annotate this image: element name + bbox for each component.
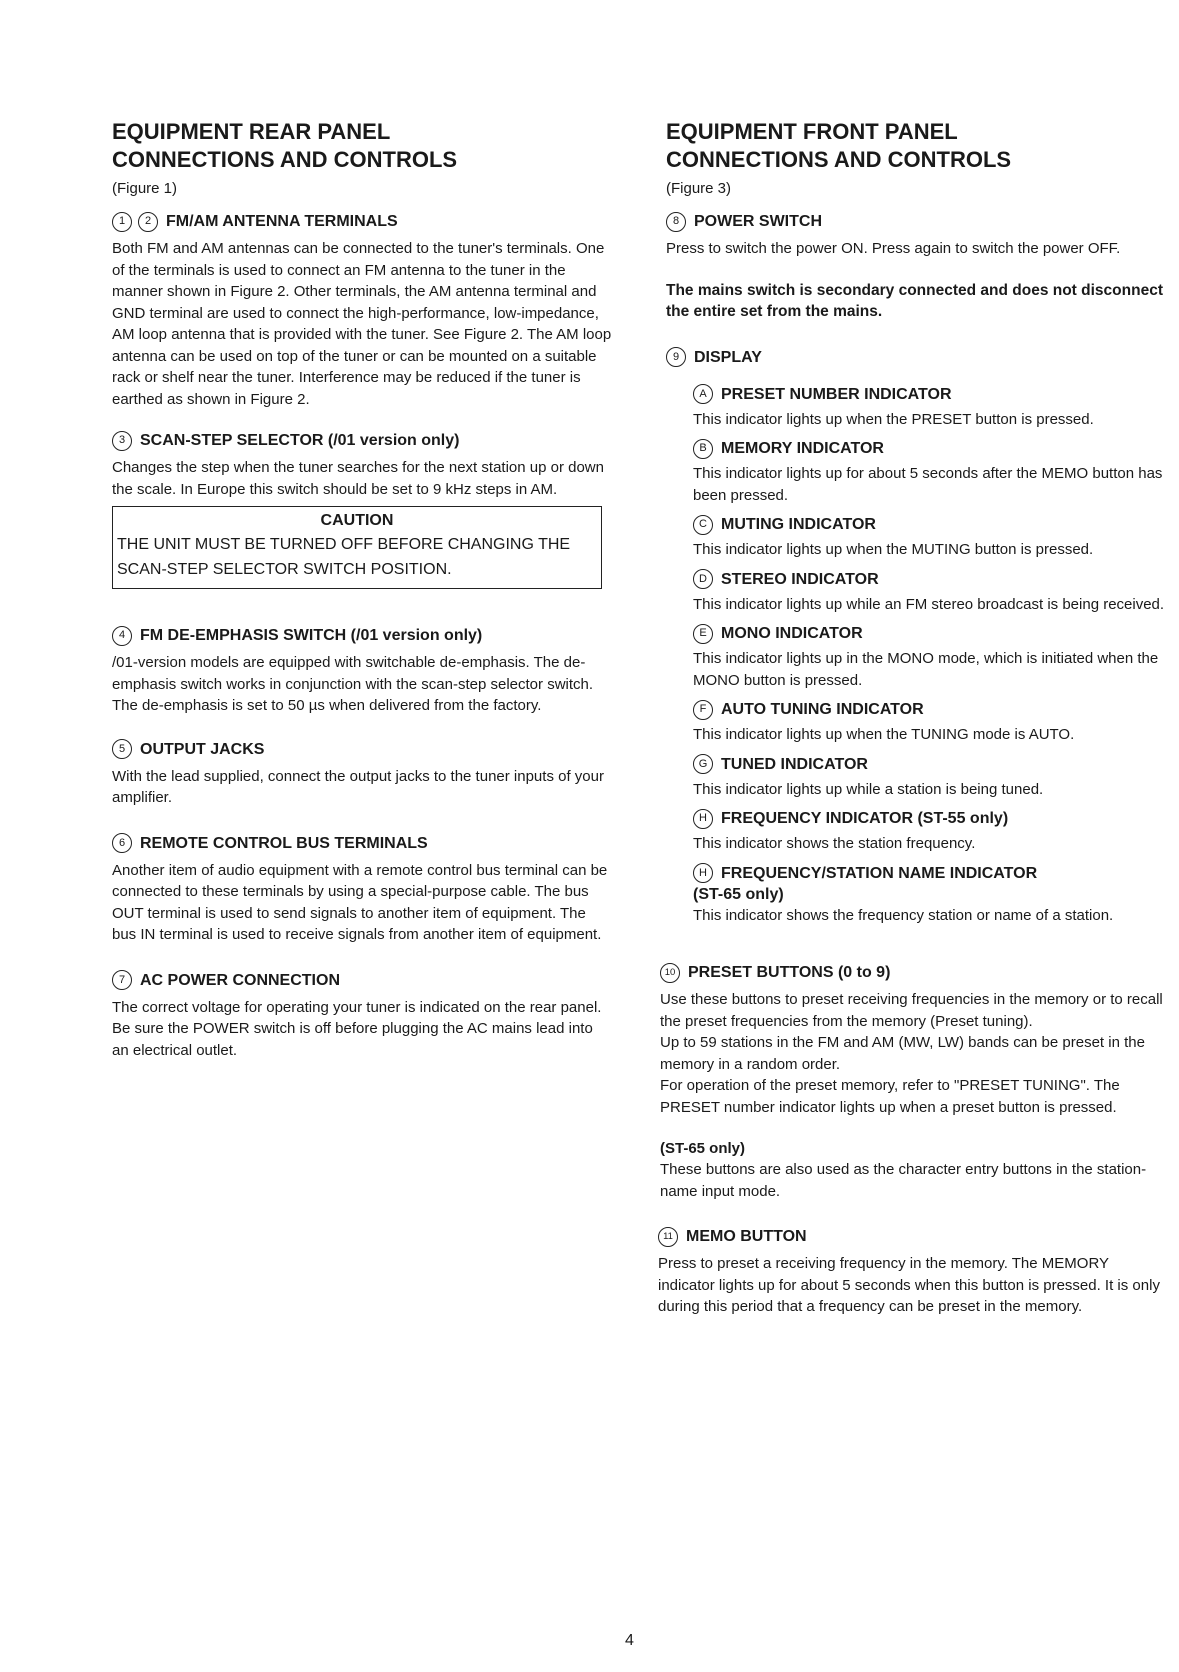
section-heading: FM/AM ANTENNA TERMINALS [166,213,398,230]
section-heading: OUTPUT JACKS [140,740,265,758]
section-body: Press to switch the power ON. Press again to switch the power OFF. [666,240,1121,257]
display-item-heading: TUNED INDICATOR [721,755,868,773]
display-item-heading: PRESET NUMBER INDICATOR [721,385,952,403]
section-body: For operation of the preset memory, refer to "PRESET TUNING". The PRESET number indicator lights up when a preset button is pressed. [660,1077,1120,1116]
display-item [693,808,1166,855]
display-item-body: This indicator shows the station frequency. [693,835,976,852]
caution-text: THE UNIT MUST BE TURNED OFF BEFORE CHANGING THE SCAN-STEP SELECTOR SWITCH POSITION. [117,536,571,578]
display-item-heading: MUTING INDICATOR [721,516,876,533]
display-item [693,438,1166,506]
display-item-heading: AUTO TUNING INDICATOR [721,701,924,718]
left-figure-ref: (Figure 1) [112,180,178,197]
display-item-heading: FREQUENCY/STATION NAME INDICATOR [721,864,1038,882]
circled-number: 3 [112,431,132,451]
display-item-body: This indicator lights up in the MONO mode, which is initiated when the MONO button is pressed. [693,650,1159,689]
left-column [112,118,612,1061]
page-number: 4 [625,1632,634,1649]
display-item [693,569,1166,616]
right-title-line2: CONNECTIONS AND CONTROLS [666,147,1012,172]
section-heading: POWER SWITCH [694,213,822,230]
section-heading: DISPLAY [694,348,762,366]
left-title-line2: CONNECTIONS AND CONTROLS [112,147,458,172]
section-ac-power [112,970,612,1062]
circled-number: 9 [666,347,686,367]
section-body: With the lead supplied, connect the output jacks to the tuner inputs of your amplifier. [112,767,604,806]
section-body: /01-version models are equipped with switchable de-emphasis. The de-emphasis switch works in conjunction with the scan-step selector switch. [112,654,594,693]
right-column [658,118,1166,1318]
circled-letter: G [693,754,713,774]
display-item-heading: MONO INDICATOR [721,625,863,642]
section-heading: SCAN-STEP SELECTOR (/01 version only) [140,432,460,449]
display-item-heading: STEREO INDICATOR [721,570,879,588]
circled-letter: A [693,384,713,404]
section-power-switch [666,211,1166,323]
circled-number: 8 [666,212,686,232]
section-body: Both FM and AM antennas can be connected to the tuner's terminals. One of the terminals is used to connect an FM antenna to the tuner in the manner shown in Figure 2. Other terminals, the AM antenna terminal and GND terminal are used to connect the high-performance, low-impedance, AM loop antenna that is provided with the tuner. See Figure 2. The AM loop antenna can be used on top of the tuner or can be mounted on a suitable rack or shelf near the tuner. Interference may be reduced if the tuner is earthed as shown in Figure 2. [112,240,612,408]
section-heading: MEMO BUTTON [686,1228,807,1245]
display-item [693,863,1166,927]
circled-number: 11 [658,1227,678,1247]
display-item-body: This indicator lights up while a station is being tuned. [693,780,1044,798]
display-item [693,699,1166,746]
section-output-jacks [112,739,612,809]
circled-letter: D [693,569,713,589]
display-item-body: This indicator lights up while an FM stereo broadcast is being received. [693,595,1165,613]
st65-subheading: (ST-65 only) [660,1140,746,1157]
circled-letter: H [693,863,713,883]
display-item-heading: MEMORY INDICATOR [721,440,884,457]
section-antenna-terminals [112,211,612,410]
display-item [693,623,1166,691]
display-item-body: This indicator lights up when the MUTING button is pressed. [693,541,1094,558]
section-de-emphasis-switch [112,625,612,717]
circled-letter: H [693,809,713,829]
section-memo-button [658,1226,1166,1318]
section-preset-buttons [660,962,1166,1202]
circled-number: 5 [112,739,132,759]
section-body: Changes the step when the tuner searches for the next station up or down the scale. In Europe this switch should be set to 9 kHz steps in AM. [112,459,604,498]
display-item-body: This indicator lights up when the TUNING mode is AUTO. [693,726,1075,743]
section-body: The correct voltage for operating your tuner is indicated on the rear panel. Be sure the POWER switch is off before plugging the AC mains lead into an electrical outlet. [112,998,602,1059]
section-scan-step-selector [112,430,612,589]
right-figure-ref: (Figure 3) [666,180,732,197]
section-display [666,347,1166,927]
display-item-subheading: (ST-65 only) [693,885,784,903]
right-title-line1: EQUIPMENT FRONT PANEL [666,119,958,144]
circled-number: 4 [112,626,132,646]
circled-letter: B [693,439,713,459]
left-title-line1: EQUIPMENT REAR PANEL [112,119,391,144]
circled-letter: C [693,515,713,535]
circled-letter: F [693,700,713,720]
section-heading: FM DE-EMPHASIS SWITCH (/01 version only) [140,627,483,644]
section-body: Another item of audio equipment with a remote control bus terminal can be connected to these terminals by using a special-purpose cable. The bus OUT terminal is used to send signals to another item of equipment. The bus IN terminal is used to receive signals from another item of equipment. [112,861,608,943]
section-body: Press to preset a receiving frequency in the memory. The MEMORY indicator lights up for about 5 seconds when this button is pressed. It is only during this period that a frequency can be preset in the memory. [658,1255,1160,1315]
section-body: The de-emphasis is set to 50 µs when delivered from the factory. [112,697,542,714]
section-heading: AC POWER CONNECTION [140,971,340,989]
section-body: These buttons are also used as the character entry buttons in the station-name input mode. [660,1161,1147,1200]
caution-box [112,506,602,589]
mains-note: The mains switch is secondary connected and does not disconnect the entire set from the mains. [666,281,1163,320]
display-item-body: This indicator lights up for about 5 seconds after the MEMO button has been pressed. [693,465,1163,504]
section-heading: REMOTE CONTROL BUS TERMINALS [140,834,428,852]
caution-title: CAUTION [320,512,394,529]
display-item-body: This indicator lights up when the PRESET button is pressed. [693,410,1094,428]
circled-number: 10 [660,963,680,983]
section-remote-control-bus [112,833,612,946]
section-body: Up to 59 stations in the FM and AM (MW, LW) bands can be preset in the memory in a random order. [660,1034,1145,1073]
section-body: Use these buttons to preset receiving frequencies in the memory or to recall the preset frequencies from the memory (Preset tuning). [660,991,1163,1030]
display-item [693,754,1166,801]
circled-number: 6 [112,833,132,853]
display-item [693,514,1166,561]
circled-number: 2 [138,212,158,232]
circled-letter: E [693,624,713,644]
circled-number: 7 [112,970,132,990]
section-heading: PRESET BUTTONS (0 to 9) [688,964,891,981]
display-item-body: This indicator shows the frequency station or name of a station. [693,906,1114,924]
display-item-heading: FREQUENCY INDICATOR (ST-55 only) [721,810,1009,827]
display-item [693,384,1166,431]
circled-number: 1 [112,212,132,232]
